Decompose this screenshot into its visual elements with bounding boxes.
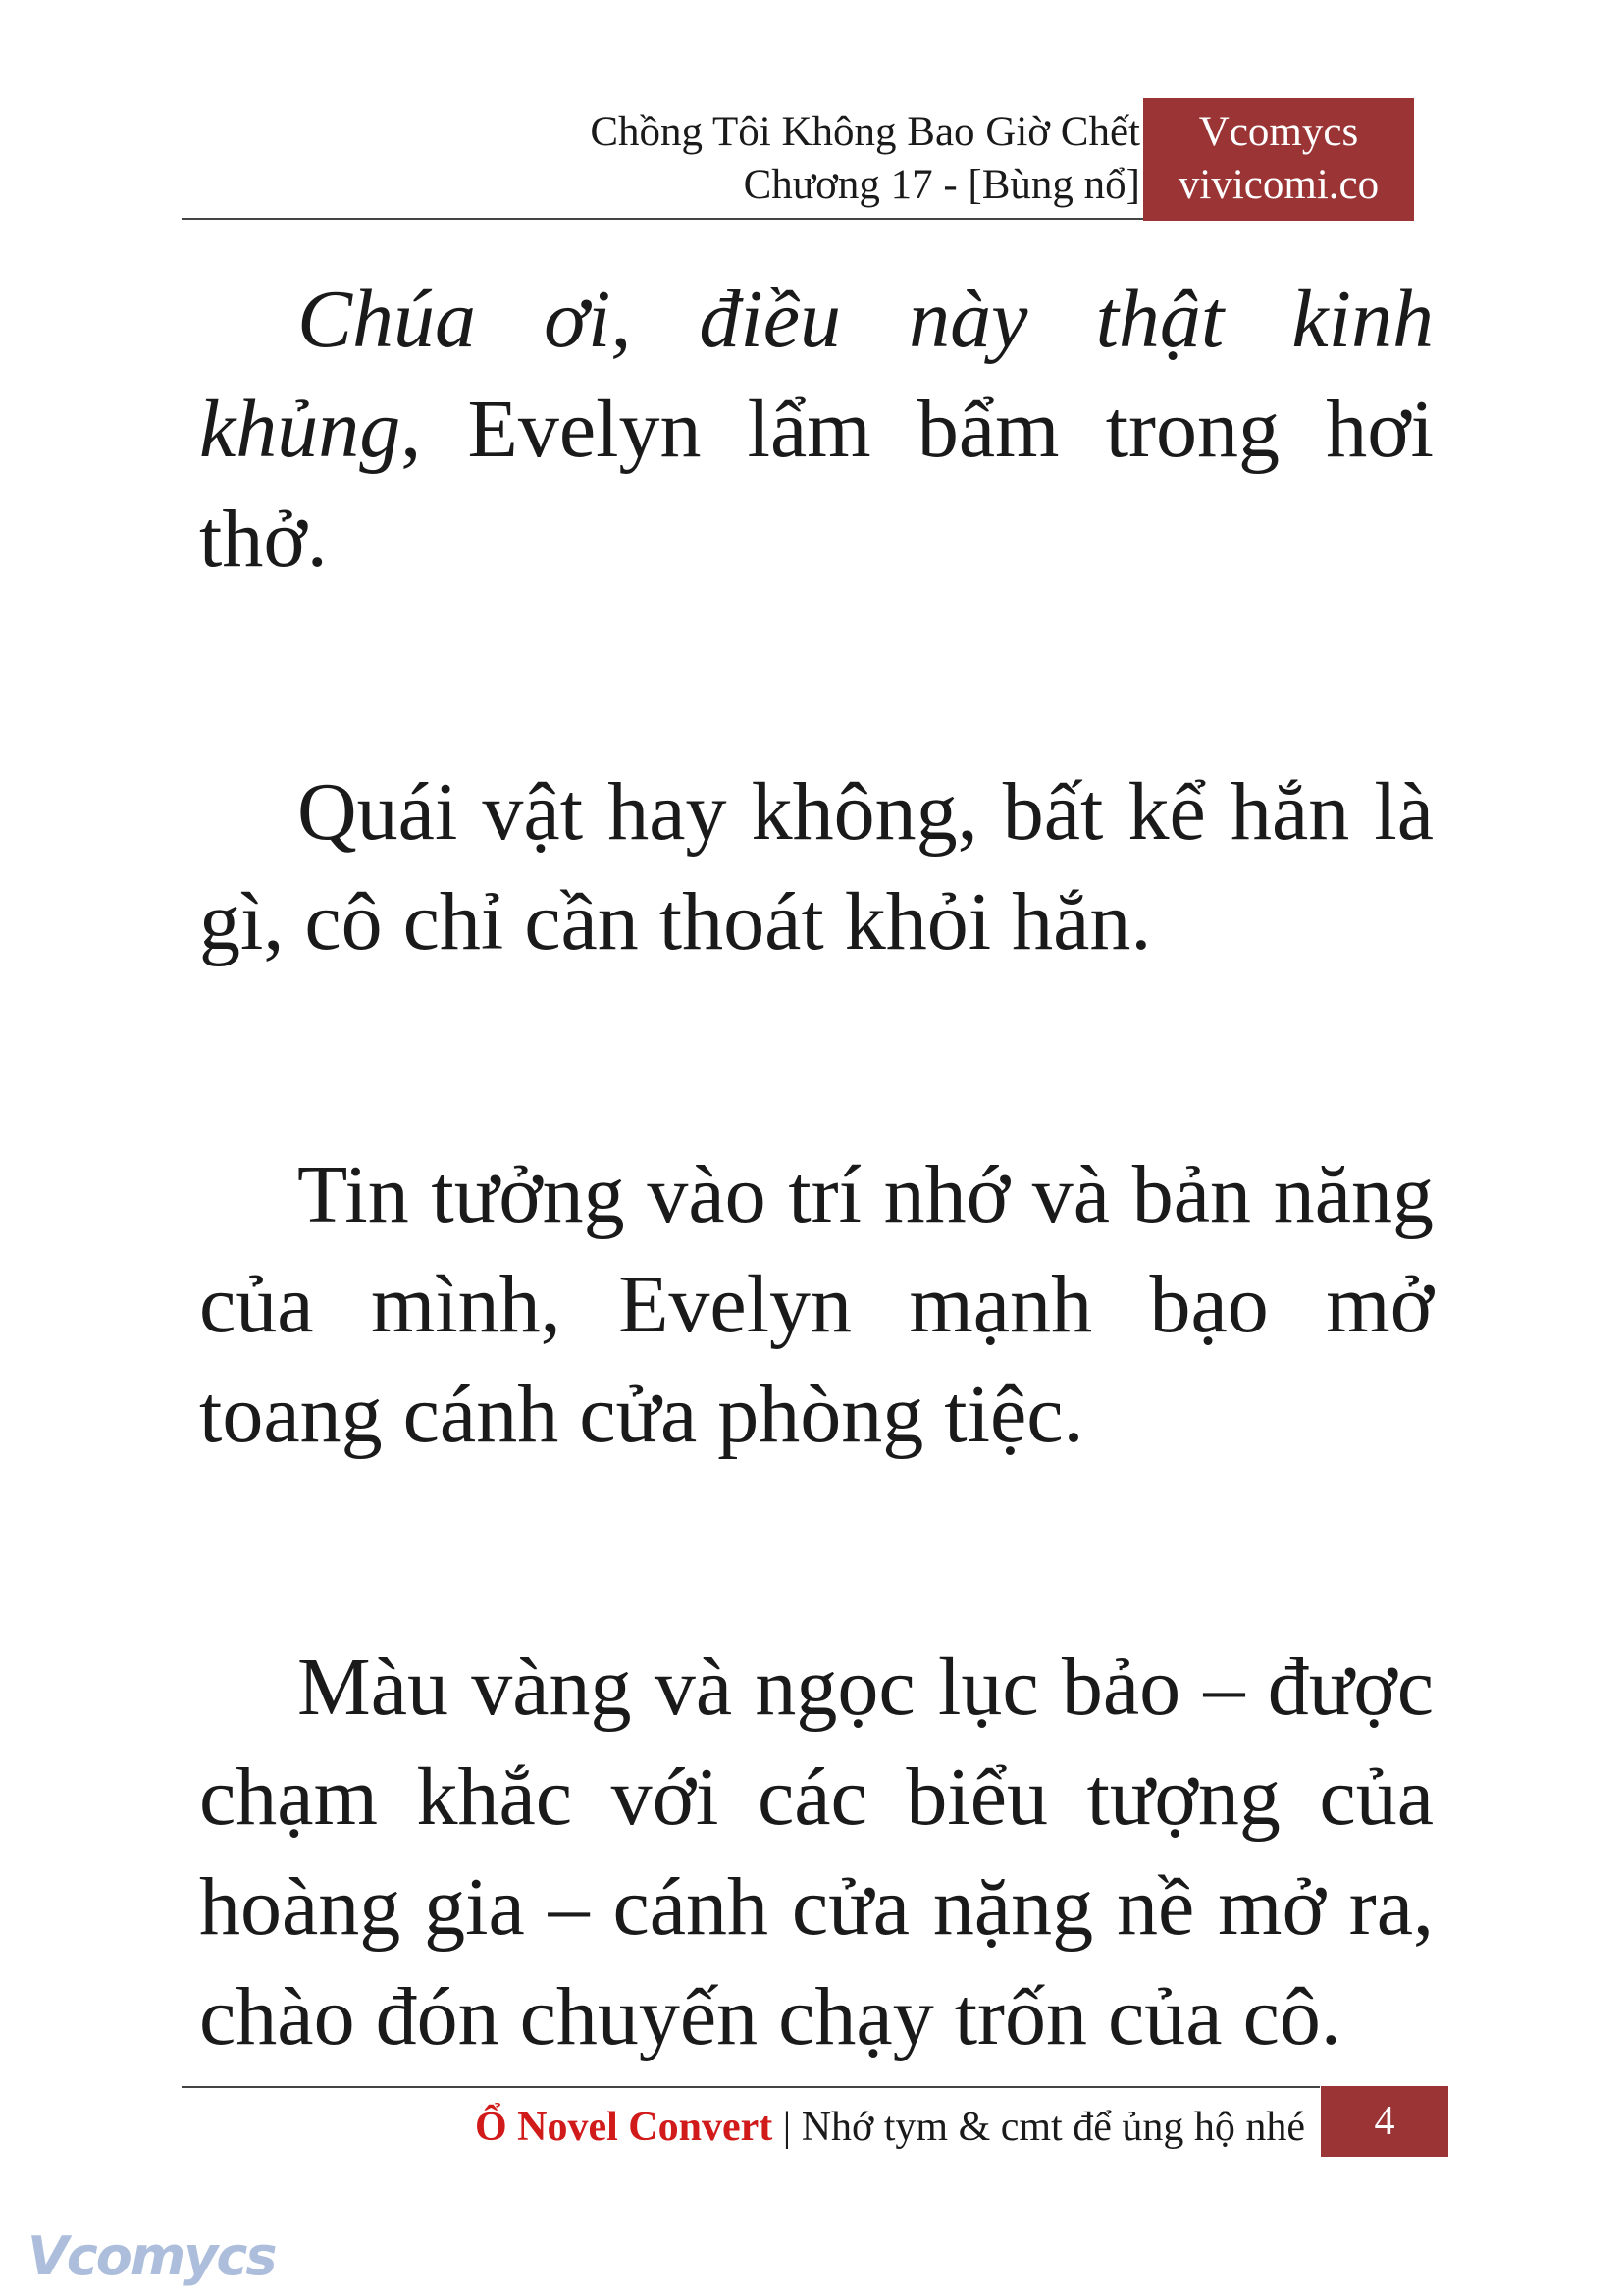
italic-thought: Chúa ơi, điều này thật kinh khủng — [199, 274, 1434, 475]
footer-separator: | — [772, 2105, 802, 2150]
paragraph-1-text: , Evelyn lẩm bẩm trong hơi thở. — [199, 384, 1434, 585]
paragraph-4: Màu vàng và ngọc lục bảo – được chạm khắc với các biểu tượng của hoàng gia – cánh cửa nặng nề mở ra, chào đón chuyến chạy trốn của cô. — [199, 1642, 1434, 2062]
paragraph-2: Quái vật hay không, bất kể hắn là gì, cô chỉ cần thoát khỏi hắn. — [199, 766, 1434, 967]
watermark-logo: Vcomycs — [27, 2225, 276, 2287]
brand-name: Vcomycs — [1198, 109, 1359, 155]
header-divider — [182, 218, 1143, 220]
footer-message: Nhớ tym & cmt để ủng hộ nhé — [801, 2105, 1305, 2150]
brand-box — [1143, 98, 1414, 221]
footer-brand: Ổ Novel Convert — [474, 2105, 773, 2150]
footer-credit — [475, 2100, 1305, 2155]
page-body — [199, 265, 1434, 2235]
chapter-title: Chương 17 - [Bùng nổ] — [743, 162, 1140, 208]
paragraph-1 — [199, 265, 1434, 595]
running-header — [590, 106, 1140, 212]
paragraph-3: Tin tưởng vào trí nhớ và bản năng của mình, Evelyn mạnh bạo mở toang cánh cửa phòng tiệc. — [199, 1149, 1434, 1460]
page-number: 4 — [1321, 2086, 1448, 2157]
footer-divider — [182, 2086, 1320, 2088]
book-title: Chồng Tôi Không Bao Giờ Chết — [590, 109, 1140, 155]
brand-url: vivicomi.co — [1178, 162, 1380, 208]
